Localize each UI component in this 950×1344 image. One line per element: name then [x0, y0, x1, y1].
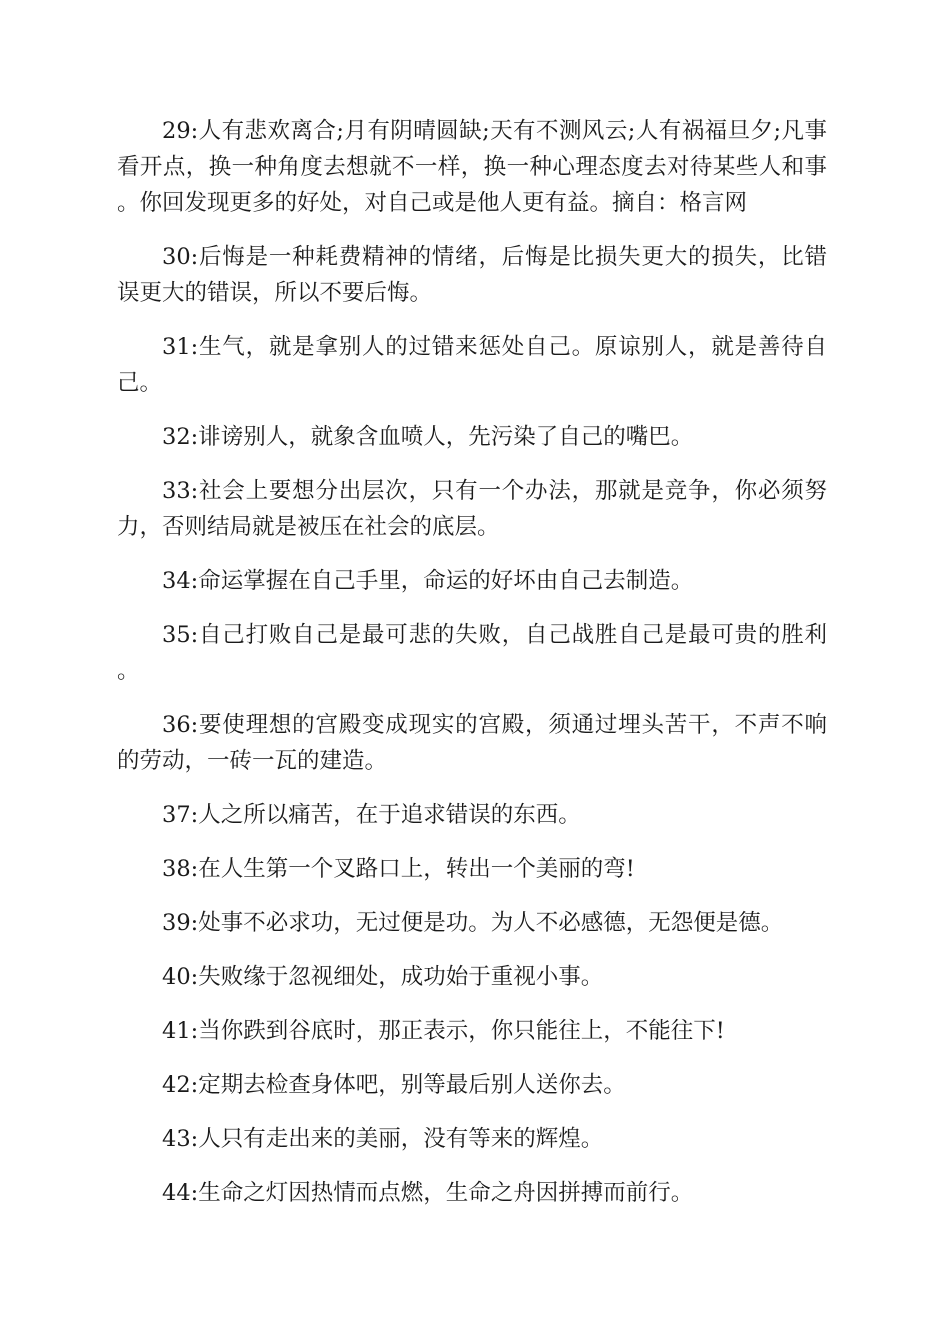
- quote-paragraph-42: 42:定期去检查身体吧，别等最后别人送你去。: [162, 1072, 626, 1098]
- quote-paragraph-43: 43:人只有走出来的美丽，没有等来的辉煌。: [162, 1126, 604, 1152]
- quote-paragraph-35: 35:自己打败自己是最可悲的失败，自己战胜自己是最可贵的胜利。: [117, 622, 827, 684]
- document-body: [117, 113, 827, 1229]
- quote-paragraph-37: 37:人之所以痛苦，在于追求错误的东西。: [162, 802, 581, 828]
- quote-paragraph-44: 44:生命之灯因热情而点燃，生命之舟因拼搏而前行。: [162, 1180, 694, 1206]
- quote-paragraph-41: 41:当你跌到谷底时，那正表示，你只能往上，不能往下!: [162, 1018, 725, 1044]
- quote-paragraph-29: 29:人有悲欢离合;月有阴晴圆缺;天有不测风云;人有祸福旦夕;凡事看开点，换一种角度去想就不一样，换一种心理态度去对待某些人和事。你回发现更多的好处，对自己或是他人更有益。摘自：格言网: [117, 118, 827, 216]
- quote-paragraph-30: 30:后悔是一种耗费精神的情绪，后悔是比损失更大的损失，比错误更大的错误，所以不要后悔。: [117, 244, 827, 306]
- quote-paragraph-39: 39:处事不必求功，无过便是功。为人不必感德，无怨便是德。: [162, 910, 784, 936]
- quote-paragraph-33: 33:社会上要想分出层次，只有一个办法，那就是竞争，你必须努力，否则结局就是被压在社会的底层。: [117, 478, 827, 540]
- quote-paragraph-40: 40:失败缘于忽视细处，成功始于重视小事。: [162, 964, 604, 990]
- quote-paragraph-38: 38:在人生第一个叉路口上，转出一个美丽的弯!: [162, 856, 635, 882]
- quote-paragraph-32: 32:诽谤别人，就象含血喷人，先污染了自己的嘴巴。: [162, 424, 694, 450]
- quote-paragraph-36: 36:要使理想的宫殿变成现实的宫殿，须通过埋头苦干，不声不响的劳动，一砖一瓦的建造。: [117, 712, 827, 774]
- quote-paragraph-34: 34:命运掌握在自己手里，命运的好坏由自己去制造。: [162, 568, 694, 594]
- quote-paragraph-31: 31:生气，就是拿别人的过错来惩处自己。原谅别人，就是善待自己。: [117, 334, 827, 396]
